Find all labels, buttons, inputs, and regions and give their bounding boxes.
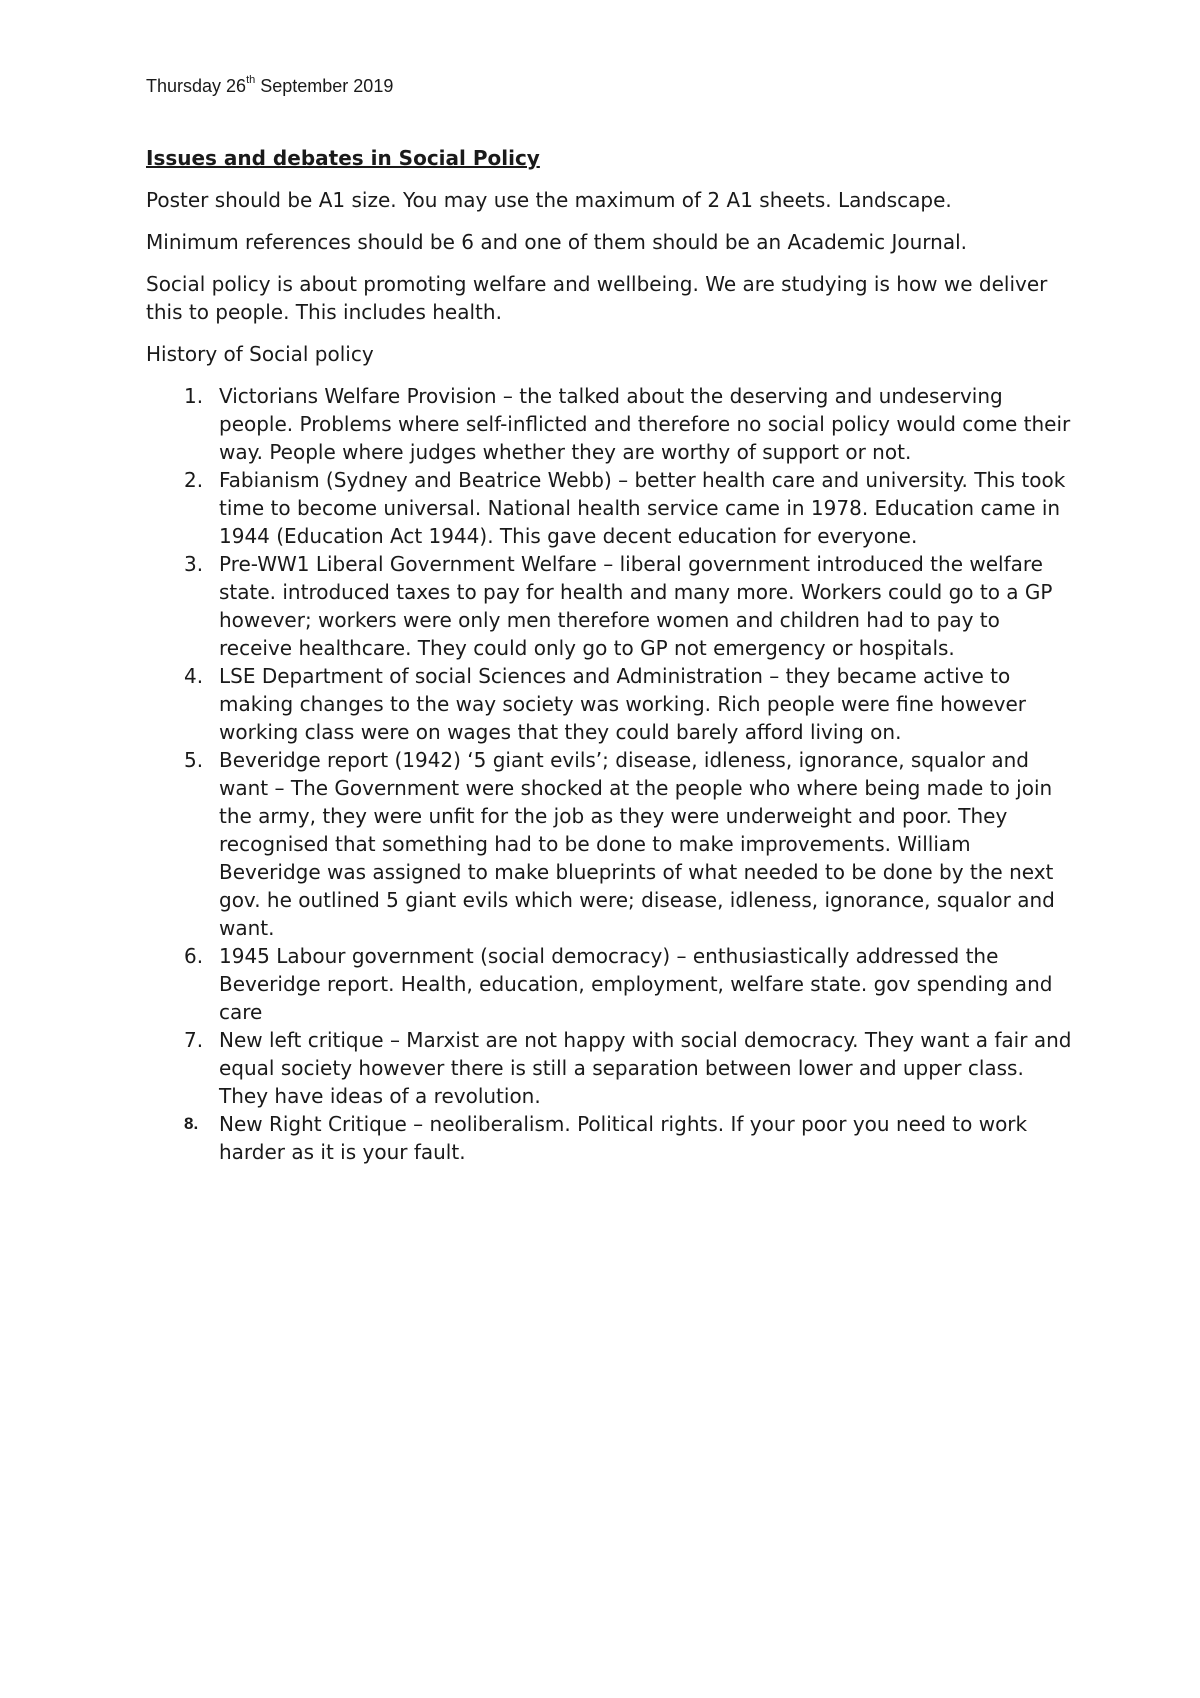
- list-item: [146, 1026, 1076, 1110]
- list-item: [146, 662, 1076, 746]
- list-item-text: New left critique – Marxist are not happy with social democracy. They want a fair and equal society however there is still a separation between lower and upper class. They have ideas of a revolution.: [219, 1028, 1072, 1108]
- list-item-number: 8.: [184, 1114, 199, 1133]
- date-month-year: September 2019: [255, 76, 394, 96]
- history-list: [146, 382, 1076, 1166]
- list-item-text: Fabianism (Sydney and Beatrice Webb) – better health care and university. This took time to become universal. National health service came in 1978. Education came in 1944 (Education Act 1944). This gave decent education for everyone.: [219, 468, 1066, 548]
- list-item: [146, 550, 1076, 662]
- list-item: [146, 382, 1076, 466]
- document-body: [146, 144, 1076, 1166]
- paragraph-references: Minimum references should be 6 and one of them should be an Academic Journal.: [146, 230, 967, 254]
- list-item-number: 5.: [184, 748, 204, 772]
- list-item-text: 1945 Labour government (social democracy) – enthusiastically addressed the Beveridge report. Health, education, employment, welfare state. gov spending and care: [219, 944, 1053, 1024]
- paragraph-social-policy: Social policy is about promoting welfare and wellbeing. We are studying is how we deliver this to people. This includes health.: [146, 272, 1048, 324]
- paragraph-poster-size: Poster should be A1 size. You may use the maximum of 2 A1 sheets. Landscape.: [146, 188, 952, 212]
- list-item: [146, 1110, 1076, 1166]
- list-item-text: New Right Critique – neoliberalism. Political rights. If your poor you need to work harder as it is your fault.: [219, 1112, 1028, 1164]
- list-item-number: 1.: [184, 384, 204, 408]
- list-item: [146, 942, 1076, 1026]
- date-ordinal-suffix: th: [246, 74, 256, 86]
- list-item-text: Pre-WW1 Liberal Government Welfare – liberal government introduced the welfare state. introduced taxes to pay for health and many more. Workers could go to a GP however; workers were only men therefore women and children had to pay to receive healthcare. They could only go to GP not emergency or hospitals.: [219, 552, 1053, 660]
- paragraph-history-heading: History of Social policy: [146, 342, 374, 366]
- list-item-number: 3.: [184, 552, 204, 576]
- list-item: [146, 746, 1076, 942]
- date-line: [146, 74, 393, 98]
- list-item-text: LSE Department of social Sciences and Administration – they became active to making changes to the way society was working. Rich people were fine however working class were on wages that they could barely afford living on.: [219, 664, 1027, 744]
- list-item-number: 6.: [184, 944, 204, 968]
- list-item: [146, 466, 1076, 550]
- list-item-number: 4.: [184, 664, 204, 688]
- list-item-text: Victorians Welfare Provision – the talked about the deserving and undeserving people. Problems where self-inflicted and therefore no social policy would come their way. People where judges whether they are worthy of support or not.: [219, 384, 1071, 464]
- date-day: Thursday 26: [146, 76, 247, 96]
- list-item-text: Beveridge report (1942) ‘5 giant evils’; disease, idleness, ignorance, squalor and want – The Government were shocked at the people who where being made to join the army, they were unfit for the job as they were underweight and poor. They recognised that something had to be done to make improvements. William Beveridge was assigned to make blueprints of what needed to be done by the next gov. he outlined 5 giant evils which were; disease, idleness, ignorance, squalor and want.: [219, 748, 1055, 940]
- document-heading: Issues and debates in Social Policy: [146, 146, 540, 170]
- list-item-number: 7.: [184, 1028, 204, 1052]
- list-item-number: 2.: [184, 468, 204, 492]
